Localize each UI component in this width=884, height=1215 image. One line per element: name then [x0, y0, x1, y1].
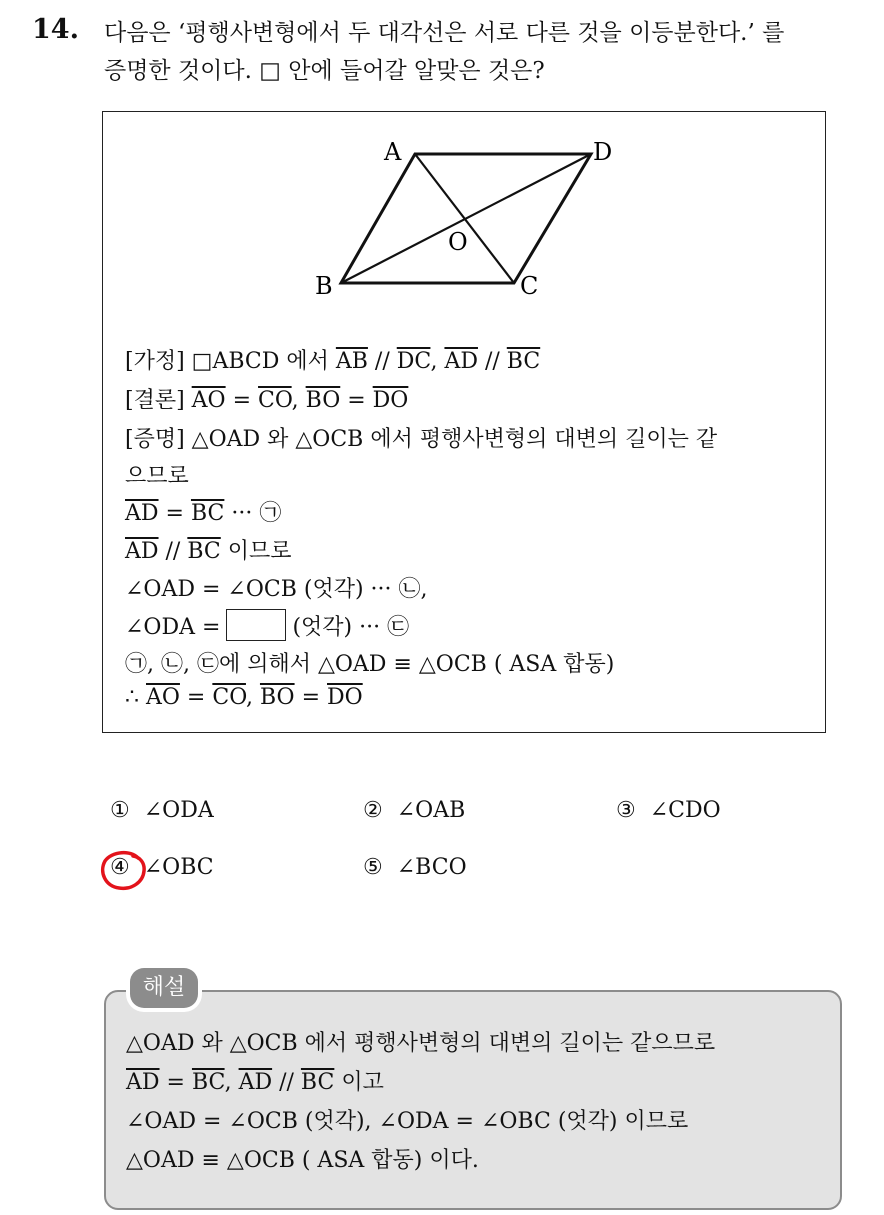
proof-line-ad-bc-parallel [125, 534, 292, 565]
choice-text: ∠OAB [396, 798, 466, 823]
question-number: 14. [32, 14, 79, 45]
choice-number: ① [110, 798, 130, 823]
proof-conclusion [125, 383, 408, 414]
comma: , [224, 1070, 239, 1095]
proof-hypothesis [125, 344, 540, 375]
question-text [104, 14, 864, 90]
segment-bc: $\overline{BC}$ [300, 1070, 335, 1095]
proof-line-ad-bc-equal [125, 496, 281, 527]
choice-text: ∠OBC [143, 855, 214, 880]
segment-ao: $\overline{AO}$ [191, 388, 226, 413]
choice-number: ④ [110, 855, 130, 880]
parallel-sign: // [477, 349, 507, 374]
choice-5[interactable] [363, 855, 467, 880]
segment-ad: $\overline{AD}$ [125, 539, 159, 564]
parallel-sign: // [158, 539, 188, 564]
segment-ao: $\overline{AO}$ [146, 685, 180, 710]
choice-1[interactable] [110, 798, 214, 823]
solution-line-1: △OAD 와 △OCB 에서 평행사변형의 대변의 길이는 같으므로 [126, 1031, 716, 1056]
proof-line-2: 으므로 [125, 464, 189, 489]
label-b: B [315, 272, 333, 300]
answer-circle-mark [100, 848, 150, 894]
solution-line-2 [126, 1065, 384, 1096]
segment-bc: $\overline{BC}$ [191, 1070, 225, 1095]
choice-text: ∠CDO [649, 798, 721, 823]
segment-ad: $\overline{AD}$ [126, 1070, 160, 1095]
question-line-1: 다음은 ‘평행사변형에서 두 대각선은 서로 다른 것을 이등분한다.’ 를 [104, 20, 785, 46]
label-c: C [520, 272, 539, 300]
segment-bc: $\overline{BC}$ [506, 349, 541, 374]
comma: , [291, 388, 306, 413]
angle-oda-prefix: ∠ODA = [125, 615, 221, 640]
label-o: O [448, 228, 468, 256]
proof-line-therefore [125, 685, 363, 710]
segment-ab: $\overline{AB}$ [335, 349, 368, 374]
solution-line-4: △OAD ≡ △OCB ( ASA 합동) 이다. [126, 1148, 479, 1173]
segment-bc: $\overline{BC}$ [190, 501, 225, 526]
comma: , [430, 349, 445, 374]
hypothesis-prefix: [가정] □ABCD 에서 [125, 349, 336, 374]
proof-line-angle-oda [125, 609, 409, 641]
choice-3[interactable] [616, 798, 721, 823]
conclusion-prefix: [결론] [125, 388, 192, 413]
choice-number: ② [363, 798, 383, 823]
proof-line-1: [증명] △OAD 와 △OCB 에서 평행사변형의 대변의 길이는 같 [125, 427, 718, 452]
equals-sign: = [159, 1070, 192, 1095]
equals-sign: = [225, 388, 259, 413]
answer-blank-box [226, 609, 286, 641]
segment-ad: $\overline{AD}$ [125, 501, 159, 526]
therefore-sign: ∴ [125, 685, 146, 710]
solution-box [104, 990, 842, 1210]
comma: , [245, 685, 260, 710]
angle-oda-suffix: (엇각) ··· ㉢ [292, 615, 410, 640]
segment-do: $\overline{DO}$ [372, 388, 409, 413]
choice-number: ⑤ [363, 855, 383, 880]
segment-co: $\overline{CO}$ [212, 685, 246, 710]
segment-co: $\overline{CO}$ [258, 388, 292, 413]
choice-number: ③ [616, 798, 636, 823]
choice-text: ∠BCO [396, 855, 467, 880]
segment-bo: $\overline{BO}$ [305, 388, 341, 413]
solution-tag: 해설 [130, 968, 198, 1008]
segment-dc: $\overline{DC}$ [396, 349, 431, 374]
line-tail: 이고 [334, 1070, 384, 1095]
choice-2[interactable] [363, 798, 465, 823]
solution-line-3: ∠OAD = ∠OCB (엇각), ∠ODA = ∠OBC (엇각) 이므로 [126, 1109, 689, 1134]
segment-bo: $\overline{BO}$ [259, 685, 295, 710]
equals-sign: = [179, 685, 213, 710]
parallelogram-figure [300, 132, 630, 307]
segment-bc: $\overline{BC}$ [187, 539, 221, 564]
equals-sign: = [340, 388, 373, 413]
proof-line-angle-oad: ∠OAD = ∠OCB (엇각) ··· ㉡, [125, 577, 428, 602]
segment-ad: $\overline{AD}$ [444, 349, 478, 374]
label-a: A [384, 138, 402, 166]
line-tail: 이므로 [220, 539, 292, 564]
step-marker: ··· ㉠ [224, 501, 282, 526]
parallel-sign: // [272, 1070, 301, 1095]
proof-line-congruence: ㉠, ㉡, ㉢에 의해서 △OAD ≡ △OCB ( ASA 합동) [125, 652, 615, 677]
parallel-sign: // [367, 349, 397, 374]
segment-do: $\overline{DO}$ [327, 685, 363, 710]
label-d: D [593, 138, 613, 166]
equals-sign: = [158, 501, 191, 526]
equals-sign: = [294, 685, 327, 710]
question-line-2: 증명한 것이다. □ 안에 들어갈 알맞은 것은? [104, 58, 545, 84]
segment-ad: $\overline{AD}$ [238, 1070, 273, 1095]
choice-text: ∠ODA [143, 798, 214, 823]
